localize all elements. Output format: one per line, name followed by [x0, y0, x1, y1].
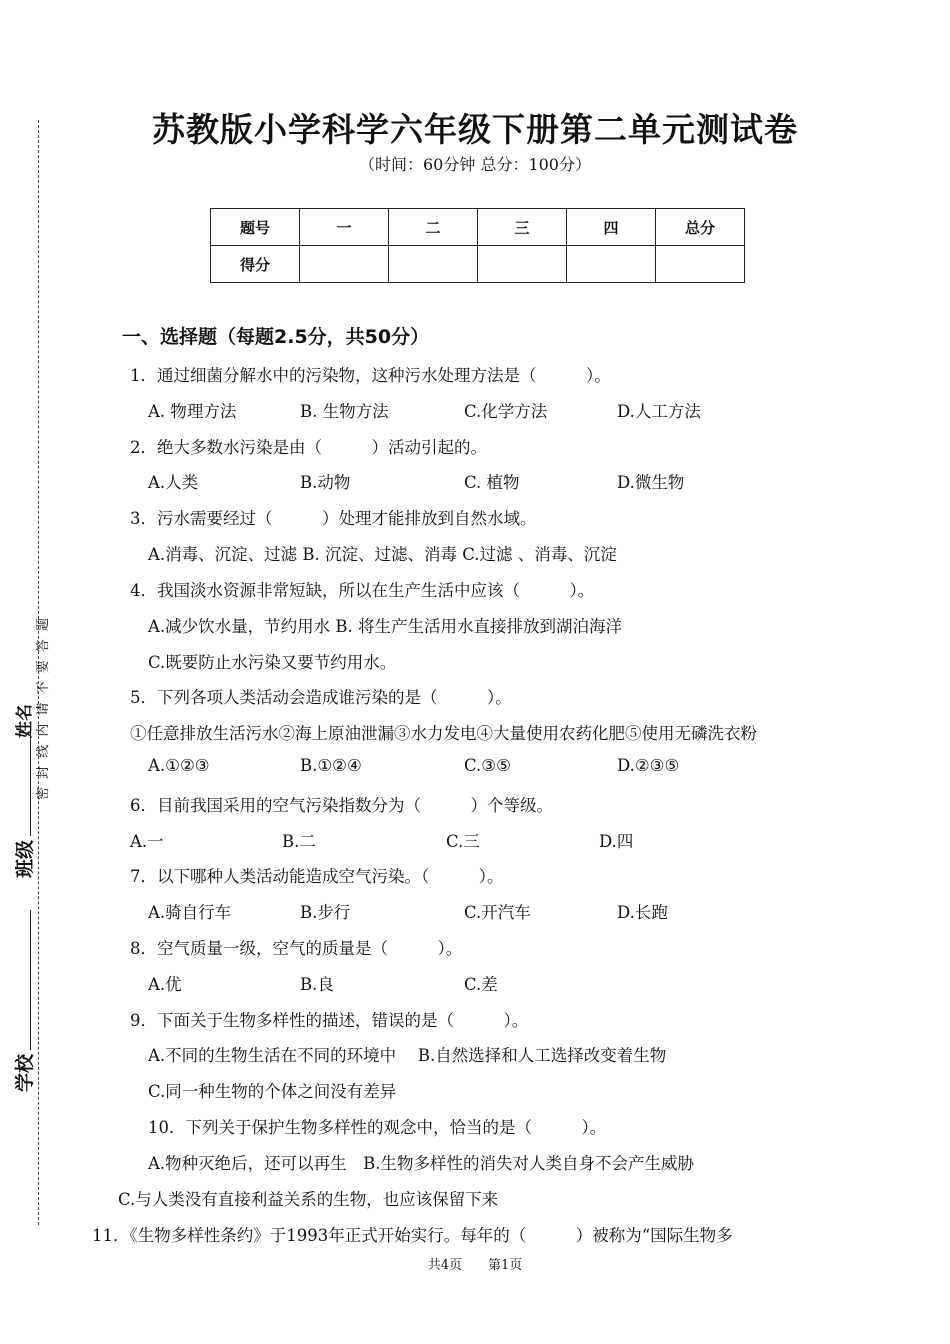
- option: B.①②④: [300, 756, 362, 775]
- table-cell: 三: [478, 209, 567, 246]
- school-label: 学校: [10, 910, 37, 1092]
- option: A.人类: [148, 473, 199, 492]
- score-table: [210, 208, 745, 283]
- option: C.与人类没有直接利益关系的生物，也应该保留下来: [118, 1190, 499, 1209]
- option: B.步行: [300, 903, 351, 922]
- question-stem: 6．目前我国采用的空气污染指数分为（ ）个等级。: [130, 796, 553, 815]
- question-items: ①任意排放生活污水②海上原油泄漏③水力发电④大量使用农药化肥⑤使用无磷洗衣粉: [130, 724, 757, 743]
- option: B.良: [300, 975, 334, 994]
- table-cell: 得分: [211, 246, 300, 283]
- page-subtitle: （时间：60分钟 总分：100分）: [359, 155, 591, 174]
- table-cell: 四: [567, 209, 656, 246]
- question-stem: 9．下面关于生物多样性的描述，错误的是（ ）。: [130, 1011, 529, 1030]
- page-footer: 共4页 第1页: [427, 1258, 523, 1273]
- seal-notice: 密 封 线 内 请 不 要 答 题: [36, 615, 51, 800]
- class-label: 班级: [10, 726, 37, 878]
- question-stem: 1．通过细菌分解水中的污染物，这种污水处理方法是（ ）。: [130, 366, 611, 385]
- table-cell: 二: [389, 209, 478, 246]
- option: B. 生物方法: [300, 402, 389, 421]
- option: C.同一种生物的个体之间没有差异: [148, 1082, 397, 1101]
- option: A.减少饮水量，节约用水 B. 将生产生活用水直接排放到湖泊海洋: [148, 617, 623, 636]
- option: A.消毒、沉淀、过滤 B. 沉淀、过滤、消毒 C.过滤 、消毒、沉淀: [148, 545, 617, 564]
- option: C.开汽车: [464, 903, 531, 922]
- option: B.二: [282, 832, 316, 851]
- option: D.四: [599, 832, 634, 851]
- score-table-header-row: [211, 209, 745, 246]
- question-stem: 3．污水需要经过（ ）处理才能排放到自然水域。: [130, 509, 537, 528]
- question-stem: 2．绝大多数水污染是由（ ）活动引起的。: [130, 438, 487, 457]
- question-stem: 8．空气质量一级，空气的质量是（ ）。: [130, 939, 463, 958]
- section-title: 一、选择题（每题2.5分，共50分）: [122, 326, 430, 348]
- question-stem: 4．我国淡水资源非常短缺，所以在生产生活中应该（ ）。: [130, 581, 595, 600]
- name-underline: [30, 762, 31, 798]
- score-input-cell[interactable]: [656, 246, 745, 283]
- option: D.人工方法: [617, 402, 701, 421]
- option: C.差: [464, 975, 498, 994]
- option: A.一: [130, 832, 164, 851]
- score-input-cell[interactable]: [389, 246, 478, 283]
- option: A.不同的生物生活在不同的环境中 B.自然选择和人工选择改变着生物: [148, 1046, 667, 1065]
- option: D.长跑: [617, 903, 668, 922]
- score-input-cell[interactable]: [478, 246, 567, 283]
- option: A.骑自行车: [148, 903, 232, 922]
- question-stem: 5．下列各项人类活动会造成谁污染的是（ ）。: [130, 688, 512, 707]
- option: C. 植物: [464, 473, 520, 492]
- option: A.①②③: [148, 756, 210, 775]
- table-cell: 题号: [211, 209, 300, 246]
- option: C.既要防止水污染又要节约用水。: [148, 653, 397, 672]
- option: C.化学方法: [464, 402, 548, 421]
- option: A.优: [148, 975, 182, 994]
- option: B.动物: [300, 473, 351, 492]
- option: A. 物理方法: [148, 402, 237, 421]
- question-stem: 10．下列关于保护生物多样性的观念中，恰当的是（ ）。: [148, 1118, 607, 1137]
- table-cell: 一: [300, 209, 389, 246]
- score-input-cell[interactable]: [300, 246, 389, 283]
- option: A.物种灭绝后，还可以再生 B.生物多样性的消失对人类自身不会产生威胁: [148, 1154, 695, 1173]
- question-stem: 7．以下哪种人类活动能造成空气污染。（ ）。: [130, 867, 504, 886]
- score-input-cell[interactable]: [567, 246, 656, 283]
- option: D.微生物: [617, 473, 685, 492]
- question-stem: 11．《生物多样性条约》于1993年正式开始实行。每年的（ ）被称为“国际生物多: [92, 1226, 733, 1245]
- option: D.②③⑤: [617, 756, 680, 775]
- option: C.③⑤: [464, 756, 511, 775]
- page-title: 苏教版小学科学六年级下册第二单元测试卷: [152, 110, 798, 149]
- score-table-score-row: [211, 246, 745, 283]
- name-label: 姓名: [15, 704, 35, 738]
- option: C.三: [446, 832, 480, 851]
- table-cell: 总分: [656, 209, 745, 246]
